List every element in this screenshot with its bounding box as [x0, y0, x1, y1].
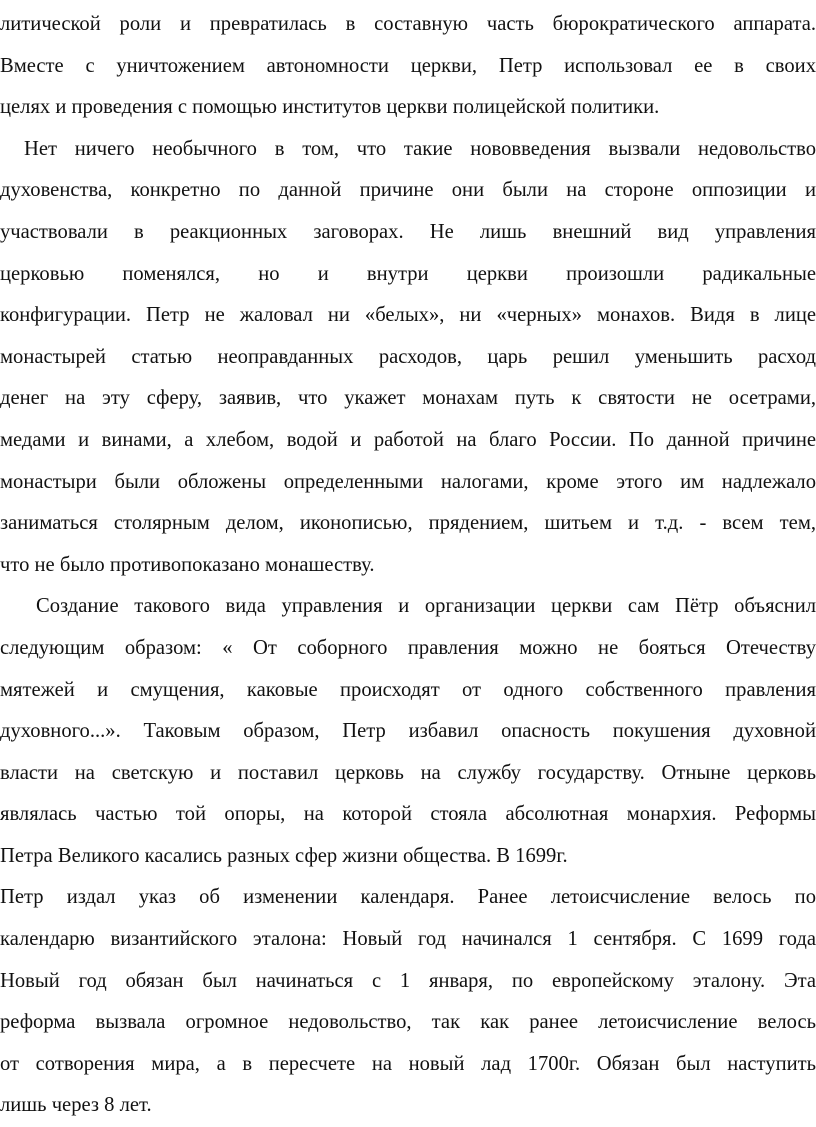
text-line: церковью поменялся, но и внутри церкви произошли радикальные — [0, 262, 816, 285]
text-line: денег на эту сферу, заявив, что укажет монахам путь к святости не осетрами, — [0, 387, 816, 410]
text-line: целях и проведения с помощью институтов церкви полицейской политики. — [0, 96, 660, 119]
text-line: Петра Великого касались разных сфер жизни общества. В 1699г. — [0, 844, 568, 867]
text-line: календарю византийского эталона: Новый год начинался 1 сентября. С 1699 года — [0, 928, 816, 951]
text-line: что не было противопоказано монашеству. — [0, 553, 375, 576]
paragraph-start-line: Петр издал указ об изменении календаря. Ранее летоисчисление велось по — [0, 886, 816, 909]
text-line: являлась частью той опоры, на которой стояла абсолютная монархия. Реформы — [0, 803, 816, 826]
text-line: следующим образом: « От соборного правления можно не бояться Отечеству — [0, 636, 816, 659]
text-line: Новый год обязан был начинаться с 1 января, по европейскому эталону. Эта — [0, 969, 816, 992]
text-line: реформа вызвала огромное недовольство, так как ранее летоисчисление велось — [0, 1011, 816, 1034]
text-line: литической роли и превратилась в составную часть бюрократического аппарата. — [0, 13, 816, 35]
text-line: лишь через 8 лет. — [0, 1094, 152, 1117]
text-line: мятежей и смущения, каковые происходят от одного собственного правления — [0, 678, 816, 701]
paragraph-start-line: Нет ничего необычного в том, что такие нововведения вызвали недовольство — [24, 137, 816, 160]
text-line: монастыри были обложены определенными налогами, кроме этого им надлежало — [0, 470, 816, 493]
text-line: Вместе с уничтожением автономности церкви, Петр использовал ее в своих — [0, 54, 816, 77]
text-line: конфигурации. Петр не жаловал ни «белых», ни «черных» монахов. Видя в лице — [0, 304, 816, 327]
text-line: духовного...». Таковым образом, Петр избавил опасность покушения духовной — [0, 720, 816, 743]
text-line: власти на светскую и поставил церковь на службу государству. Отныне церковь — [0, 761, 816, 784]
paragraph-start-line: Создание такового вида управления и организации церкви сам Пётр объяснил — [36, 595, 816, 618]
text-line: участвовали в реакционных заговорах. Не лишь внешний вид управления — [0, 220, 816, 243]
text-line: от сотворения мира, а в пересчете на новый лад 1700г. Обязан был наступить — [0, 1052, 816, 1075]
text-line: медами и винами, а хлебом, водой и работой на благо России. По данной причине — [0, 428, 816, 451]
text-line: духовенства, конкретно по данной причине они были на стороне оппозиции и — [0, 179, 816, 202]
text-line: заниматься столярным делом, иконописью, прядением, шитьем и т.д. - всем тем, — [0, 512, 816, 535]
text-line: монастырей статью неоправданных расходов, царь решил уменьшить расход — [0, 345, 816, 368]
